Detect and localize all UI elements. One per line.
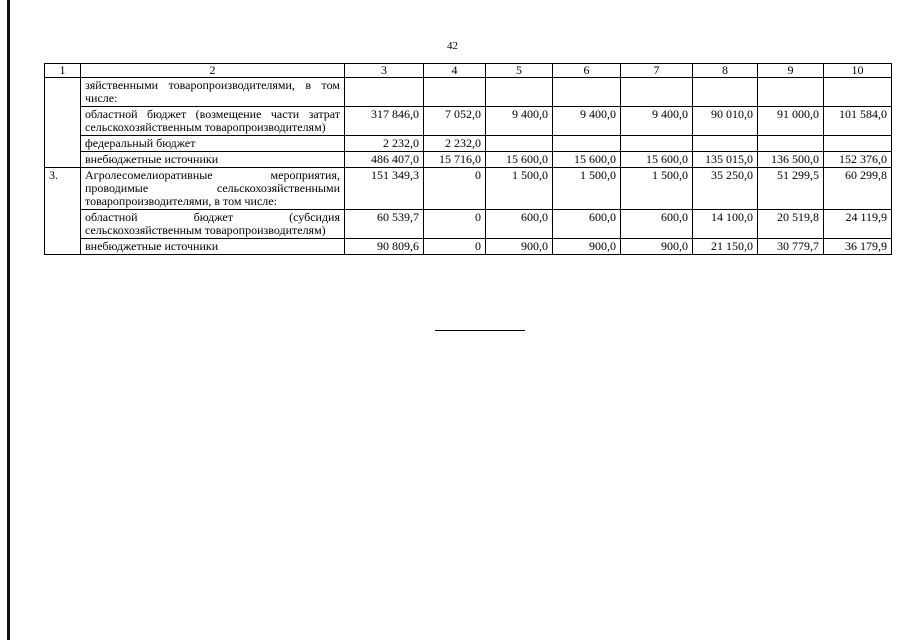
value-cell: 2 232,0 xyxy=(424,136,486,152)
value-cell: 600,0 xyxy=(553,210,621,239)
value-cell: 35 250,0 xyxy=(693,168,758,210)
row-description-cell: областной бюджет (возмещение части затрат сельскохозяйственным товаропроизводителям) xyxy=(81,107,345,136)
value-cell: 91 000,0 xyxy=(758,107,824,136)
value-cell: 1 500,0 xyxy=(553,168,621,210)
value-cell: 30 779,7 xyxy=(758,239,824,255)
column-number-cell: 3 xyxy=(345,64,424,78)
end-of-table-rule xyxy=(435,330,525,331)
table-row xyxy=(45,210,892,239)
table-row xyxy=(45,168,892,210)
value-cell: 60 539,7 xyxy=(345,210,424,239)
scan-edge-line xyxy=(7,0,10,640)
value-cell xyxy=(824,136,892,152)
value-cell: 600,0 xyxy=(621,210,693,239)
value-cell xyxy=(486,136,553,152)
value-cell: 14 100,0 xyxy=(693,210,758,239)
value-cell: 1 500,0 xyxy=(486,168,553,210)
row-description-cell: внебюджетные источники xyxy=(81,152,345,168)
value-cell: 51 299,5 xyxy=(758,168,824,210)
value-cell: 20 519,8 xyxy=(758,210,824,239)
value-cell: 15 600,0 xyxy=(553,152,621,168)
value-cell xyxy=(621,136,693,152)
value-cell: 9 400,0 xyxy=(553,107,621,136)
table-row xyxy=(45,136,892,152)
table-row xyxy=(45,78,892,107)
value-cell: 0 xyxy=(424,168,486,210)
value-cell: 36 179,9 xyxy=(824,239,892,255)
value-cell xyxy=(486,78,553,107)
value-cell: 152 376,0 xyxy=(824,152,892,168)
value-cell: 0 xyxy=(424,210,486,239)
value-cell xyxy=(345,78,424,107)
column-number-cell: 4 xyxy=(424,64,486,78)
value-cell: 317 846,0 xyxy=(345,107,424,136)
value-cell: 90 809,6 xyxy=(345,239,424,255)
value-cell: 21 150,0 xyxy=(693,239,758,255)
table-row xyxy=(45,152,892,168)
value-cell: 900,0 xyxy=(553,239,621,255)
value-cell: 900,0 xyxy=(486,239,553,255)
value-cell: 136 500,0 xyxy=(758,152,824,168)
value-cell xyxy=(553,78,621,107)
row-description-cell: Агролесомелиоративные мероприятия, проводимые сельскохозяйственными товаропроизводителями, в том числе: xyxy=(81,168,345,210)
value-cell xyxy=(758,136,824,152)
value-cell: 15 600,0 xyxy=(621,152,693,168)
column-number-cell: 5 xyxy=(486,64,553,78)
value-cell: 135 015,0 xyxy=(693,152,758,168)
column-number-cell: 6 xyxy=(553,64,621,78)
row-description-cell: областной бюджет (субсидия сельскохозяйственным товаропроизводителям) xyxy=(81,210,345,239)
value-cell xyxy=(424,78,486,107)
row-index-cell: 3. xyxy=(45,168,81,255)
column-number-cell: 10 xyxy=(824,64,892,78)
value-cell: 486 407,0 xyxy=(345,152,424,168)
value-cell: 24 119,9 xyxy=(824,210,892,239)
value-cell: 900,0 xyxy=(621,239,693,255)
budget-table xyxy=(44,63,892,255)
column-number-cell: 1 xyxy=(45,64,81,78)
column-number-cell: 7 xyxy=(621,64,693,78)
row-index-cell xyxy=(45,78,81,168)
row-description-cell: федеральный бюджет xyxy=(81,136,345,152)
value-cell xyxy=(621,78,693,107)
value-cell xyxy=(758,78,824,107)
column-number-cell: 8 xyxy=(693,64,758,78)
value-cell: 1 500,0 xyxy=(621,168,693,210)
column-number-cell: 9 xyxy=(758,64,824,78)
value-cell: 90 010,0 xyxy=(693,107,758,136)
table-row xyxy=(45,239,892,255)
value-cell: 15 600,0 xyxy=(486,152,553,168)
value-cell xyxy=(553,136,621,152)
value-cell: 600,0 xyxy=(486,210,553,239)
value-cell xyxy=(693,136,758,152)
value-cell xyxy=(824,78,892,107)
column-number-cell: 2 xyxy=(81,64,345,78)
table-header-row xyxy=(45,64,892,78)
value-cell: 0 xyxy=(424,239,486,255)
value-cell: 60 299,8 xyxy=(824,168,892,210)
row-description-cell: внебюджетные источники xyxy=(81,239,345,255)
value-cell: 151 349,3 xyxy=(345,168,424,210)
row-description-cell: зяйственными товаропроизводителями, в том числе: xyxy=(81,78,345,107)
value-cell: 101 584,0 xyxy=(824,107,892,136)
value-cell: 15 716,0 xyxy=(424,152,486,168)
value-cell xyxy=(693,78,758,107)
value-cell: 2 232,0 xyxy=(345,136,424,152)
table-row xyxy=(45,107,892,136)
value-cell: 9 400,0 xyxy=(486,107,553,136)
value-cell: 7 052,0 xyxy=(424,107,486,136)
value-cell: 9 400,0 xyxy=(621,107,693,136)
page-number: 42 xyxy=(447,40,458,52)
